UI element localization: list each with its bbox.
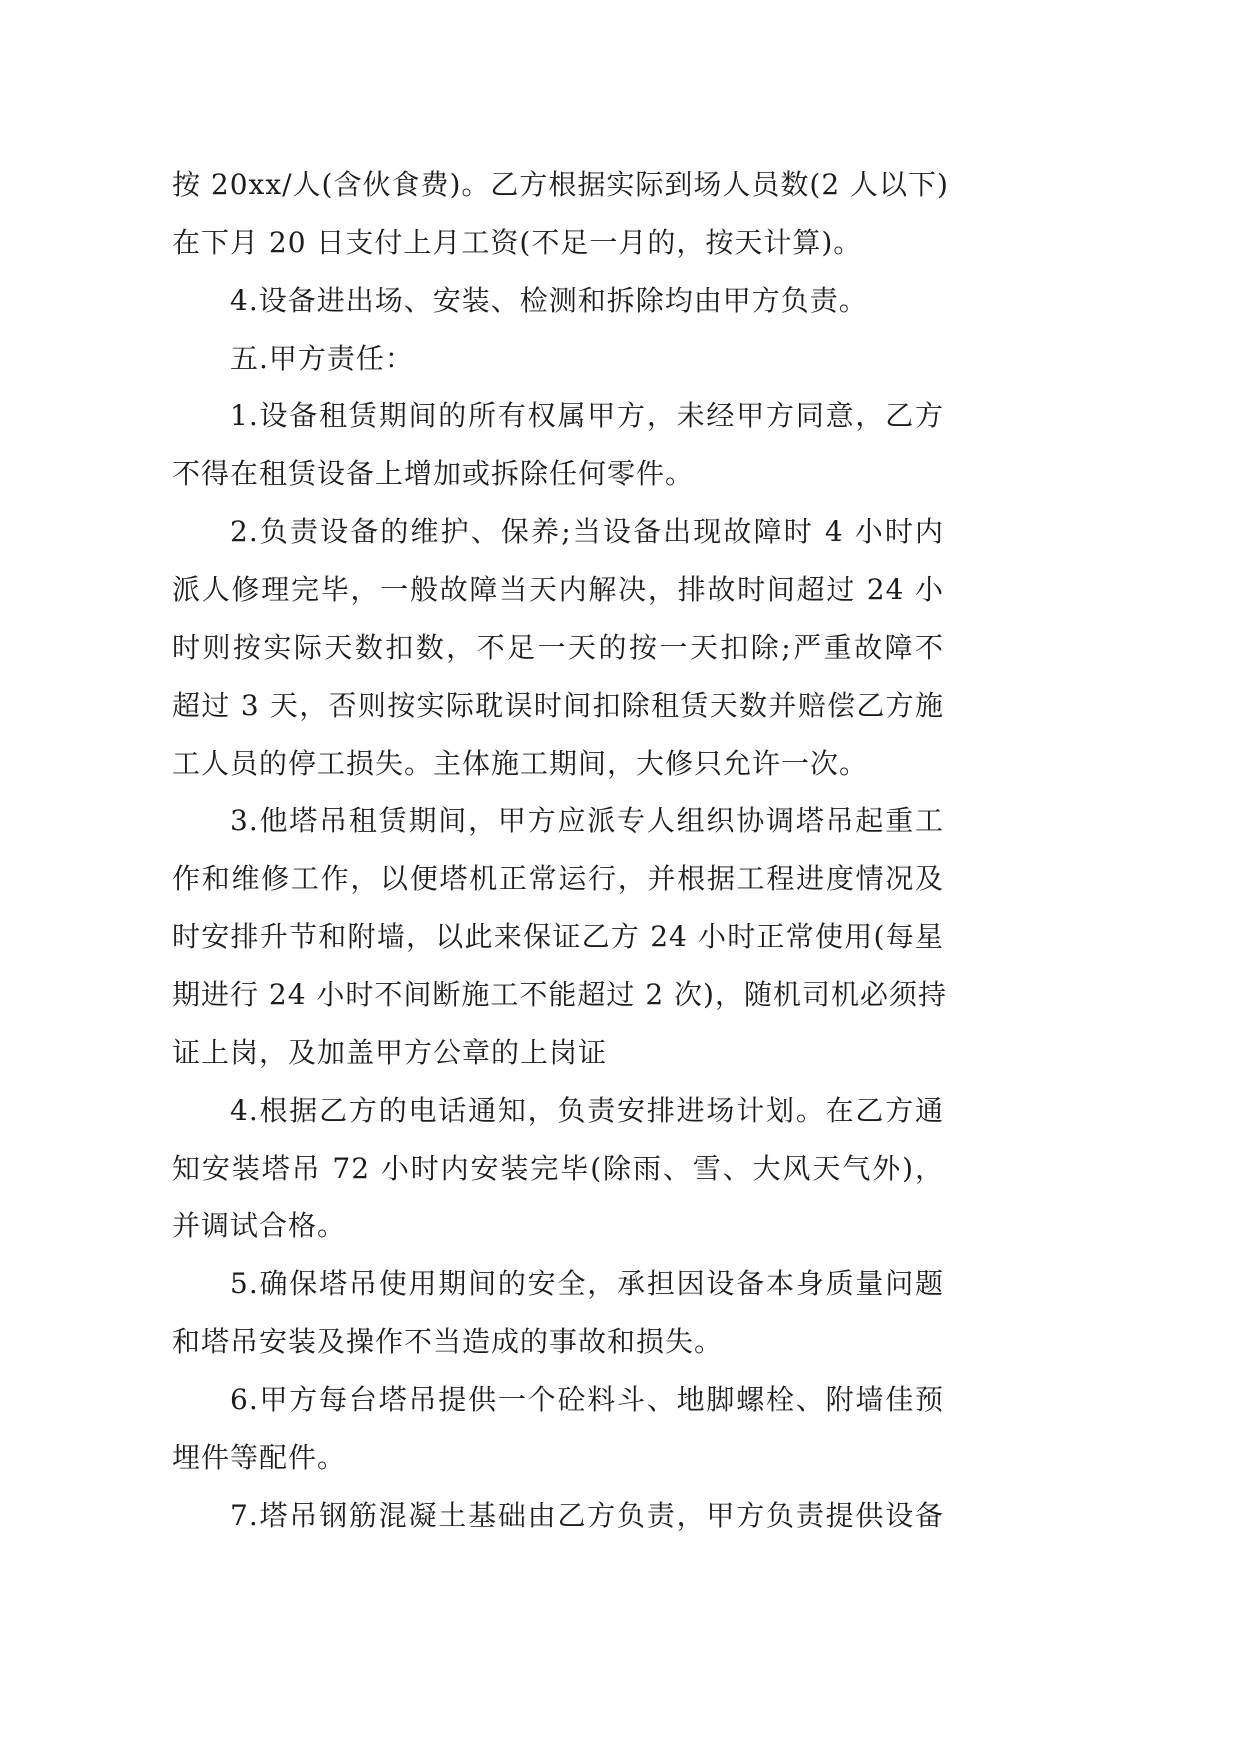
text-line: 并调试合格。 (172, 1209, 347, 1243)
paragraph (172, 272, 944, 330)
paragraph (172, 503, 944, 792)
document-body (172, 156, 949, 1545)
text-line: 埋件等配件。 (172, 1440, 347, 1474)
text-line: 和塔吊安装及操作不当造成的事故和损失。 (172, 1325, 724, 1359)
paragraph (172, 1487, 944, 1545)
text-line: 超过 3 天，否则按实际耽误时间扣除租赁天数并赔偿乙方施 (172, 688, 944, 722)
text-line: 2.负责设备的维护、保养;当设备出现故障时 4 小时内 (230, 515, 944, 549)
paragraph (172, 1082, 944, 1256)
paragraph (172, 156, 949, 272)
text-line: 7.塔吊钢筋混凝土基础由乙方负责，甲方负责提供设备 (230, 1498, 944, 1532)
text-line: 4.根据乙方的电话通知，负责安排进场计划。在乙方通 (230, 1093, 944, 1127)
text-line: 派人修理完毕，一般故障当天内解决，排故时间超过 24 小 (172, 573, 944, 607)
text-line: 五.甲方责任： (230, 341, 414, 375)
text-line: 证上岗，及加盖甲方公章的上岗证 (172, 1035, 608, 1069)
text-line: 期进行 24 小时不间断施工不能超过 2 次)，随机司机必须持 (172, 978, 947, 1012)
paragraph (172, 1255, 944, 1371)
text-line: 不得在租赁设备上增加或拆除任何零件。 (172, 457, 695, 491)
text-line: 时安排升节和附墙，以此来保证乙方 24 小时正常使用(每星 (172, 920, 944, 954)
text-line: 在下月 20 日支付上月工资(不足一月的，按天计算)。 (172, 225, 863, 259)
text-line: 1.设备租赁期间的所有权属甲方，未经甲方同意，乙方 (230, 399, 944, 433)
text-line: 5.确保塔吊使用期间的安全，承担因设备本身质量问题 (230, 1267, 944, 1301)
text-line: 时则按实际天数扣数，不足一天的按一天扣除;严重故障不 (172, 630, 944, 664)
text-line: 3.他塔吊租赁期间，甲方应派专人组织协调塔吊起重工 (230, 804, 944, 838)
paragraph (172, 792, 947, 1081)
text-line: 6.甲方每台塔吊提供一个砼料斗、地脚螺栓、附墙佳预 (230, 1383, 944, 1417)
text-line: 按 20xx/人(含伙食费)。乙方根据实际到场人员数(2 人以下) (172, 168, 949, 201)
text-line: 工人员的停工损失。主体施工期间，大修只允许一次。 (172, 746, 869, 780)
paragraph (172, 387, 944, 503)
text-line: 知安装塔吊 72 小时内安装完毕(除雨、雪、大风天气外)， (172, 1151, 944, 1185)
text-line: 4.设备进出场、安装、检测和拆除均由甲方负责。 (230, 283, 868, 317)
paragraph (172, 1371, 944, 1487)
section-heading (172, 330, 944, 388)
text-line: 作和维修工作，以便塔机正常运行，并根据工程进度情况及 (172, 862, 944, 896)
